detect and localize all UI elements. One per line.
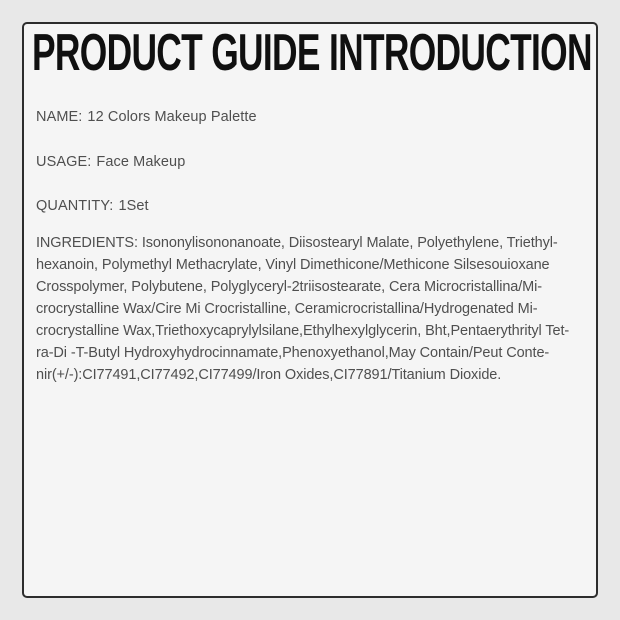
quantity-field-value: 1Set: [118, 198, 149, 214]
usage-field-label: USAGE:: [36, 154, 92, 170]
field-row-quantity: [36, 196, 149, 216]
page-title: PRODUCT GUIDE INTRODUCTION: [32, 24, 592, 82]
name-field-value: 12 Colors Makeup Palette: [87, 109, 257, 125]
ingredients-line: crocrystalline Wax,Triethoxycaprylylsilane,Ethylhexylglycerin, Bht,Pentaerythrityl Tet-: [36, 323, 570, 339]
ingredients-line: Crosspolymer, Polybutene, Polyglyceryl-2triisostearate, Cera Microcristallina/Mi-: [36, 279, 543, 295]
ingredients-paragraph: [36, 232, 588, 386]
ingredients-line: INGREDIENTS: Isononylisononanoate, Diisostearyl Malate, Polyethylene, Triethyl-: [36, 235, 558, 251]
product-guide-card: [22, 22, 598, 598]
quantity-field-label: QUANTITY:: [36, 198, 114, 214]
ingredients-line: hexanoin, Polymethyl Methacrylate, Vinyl Dimethicone/Methicone Silsesouioxane: [36, 257, 550, 273]
usage-field-value: Face Makeup: [96, 154, 186, 170]
ingredients-line: ra-Di -T-Butyl Hydroxyhydrocinnamate,Phenoxyethanol,May Contain/Peut Conte-: [36, 345, 550, 361]
ingredients-line: nir(+/-):CI77491,CI77492,CI77499/Iron Oxides,CI77891/Titanium Dioxide.: [36, 367, 502, 383]
field-row-name: [36, 107, 257, 127]
ingredients-line: crocrystalline Wax/Cire Mi Crocristalline, Ceramicrocristallina/Hydrogenated Mi-: [36, 301, 538, 317]
name-field-label: NAME:: [36, 109, 83, 125]
field-row-usage: [36, 152, 185, 172]
